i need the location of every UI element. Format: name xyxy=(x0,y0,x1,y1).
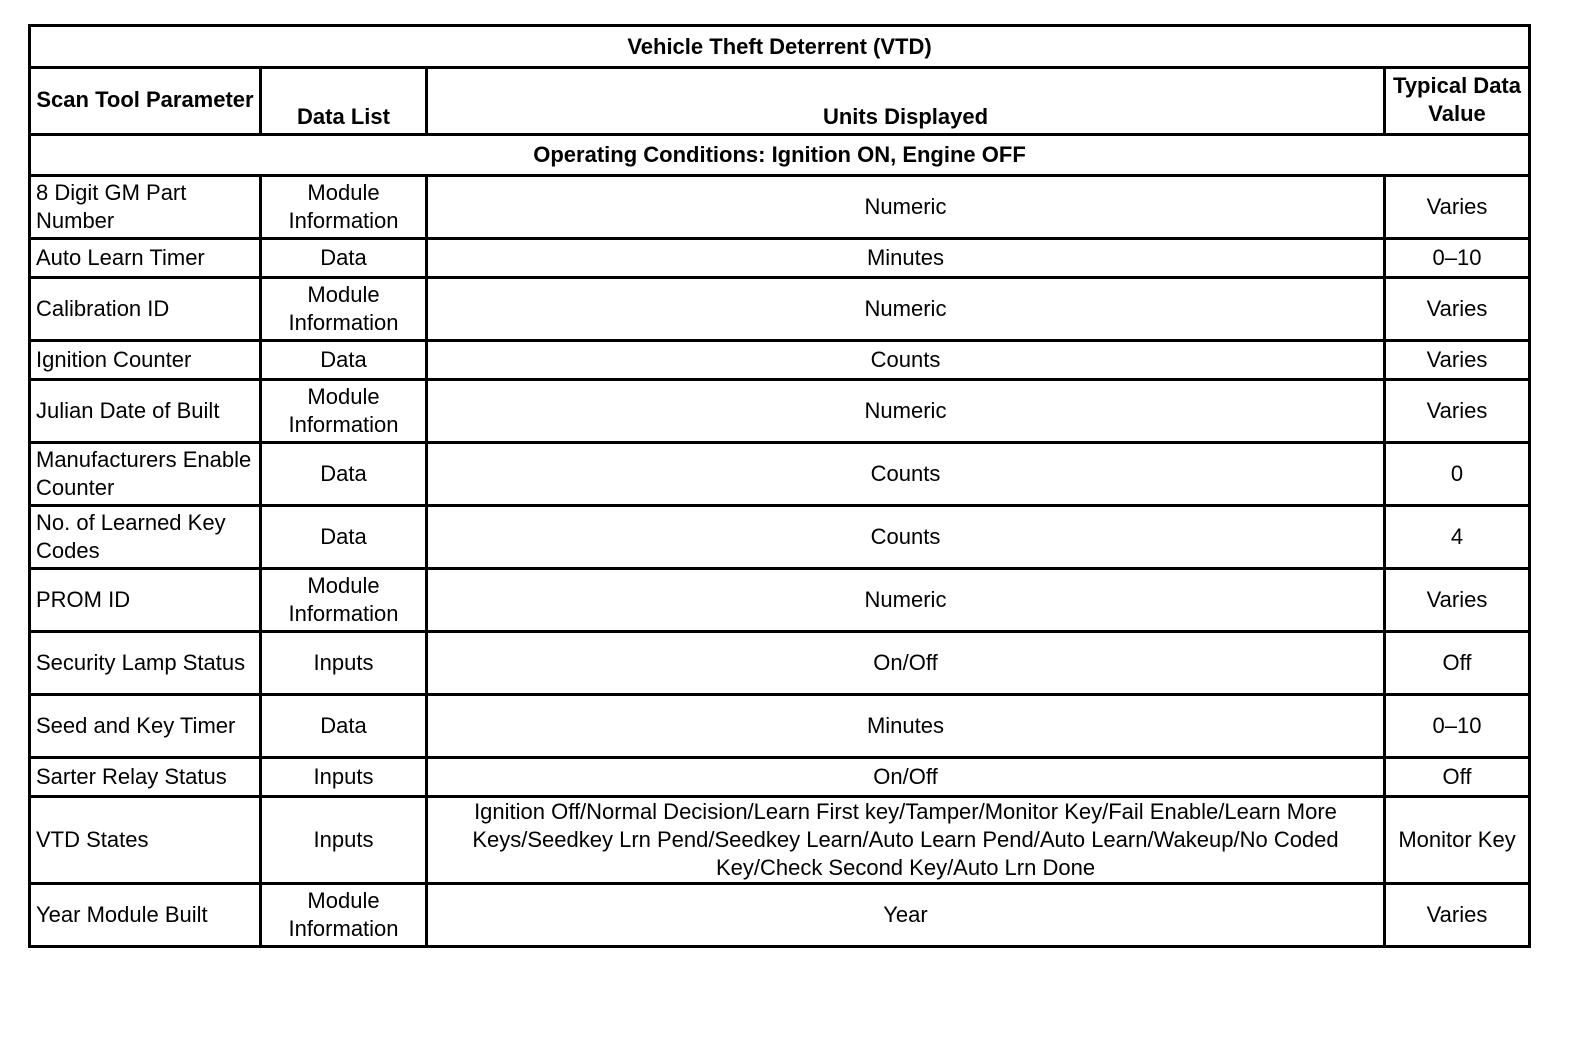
data-list-cell: Inputs xyxy=(261,758,427,797)
data-list-cell: Data xyxy=(261,506,427,569)
units-cell: Numeric xyxy=(427,569,1385,632)
typical-value-cell: Off xyxy=(1385,632,1530,695)
table-row xyxy=(30,884,1530,947)
data-list-cell: Data xyxy=(261,695,427,758)
param-cell: Security Lamp Status xyxy=(30,632,261,695)
table-row xyxy=(30,758,1530,797)
units-cell: Numeric xyxy=(427,380,1385,443)
typical-value-cell: 0–10 xyxy=(1385,239,1530,278)
param-cell: 8 Digit GM Part Number xyxy=(30,176,261,239)
header-units-displayed: Units Displayed xyxy=(427,68,1385,135)
units-cell: Counts xyxy=(427,443,1385,506)
param-cell: Manufacturers Enable Counter xyxy=(30,443,261,506)
typical-value-cell: Off xyxy=(1385,758,1530,797)
param-cell: No. of Learned Key Codes xyxy=(30,506,261,569)
typical-value-cell: 0–10 xyxy=(1385,695,1530,758)
table-row xyxy=(30,239,1530,278)
typical-value-cell: 4 xyxy=(1385,506,1530,569)
operating-conditions: Operating Conditions: Ignition ON, Engine OFF xyxy=(30,135,1530,176)
table-title-row xyxy=(30,26,1530,68)
table-row xyxy=(30,506,1530,569)
header-typical-data-value: Typical Data Value xyxy=(1385,68,1530,135)
units-cell: Counts xyxy=(427,341,1385,380)
units-cell: Numeric xyxy=(427,278,1385,341)
data-list-cell: Data xyxy=(261,239,427,278)
typical-value-cell: Monitor Key xyxy=(1385,797,1530,884)
units-cell: Ignition Off/Normal Decision/Learn First key/Tamper/Monitor Key/Fail Enable/Learn More Keys/Seedkey Lrn Pend/Seedkey Learn/Auto Learn Pend/Auto Learn/Wakeup/No Coded Key/Check Second Key/Auto Lrn Done xyxy=(427,797,1385,884)
data-list-cell: Module Information xyxy=(261,884,427,947)
data-list-cell: Data xyxy=(261,341,427,380)
data-list-cell: Module Information xyxy=(261,176,427,239)
param-cell: VTD States xyxy=(30,797,261,884)
units-cell: Year xyxy=(427,884,1385,947)
typical-value-cell: Varies xyxy=(1385,569,1530,632)
table-row xyxy=(30,278,1530,341)
header-scan-tool-parameter: Scan Tool Parameter xyxy=(30,68,261,135)
operating-conditions-row xyxy=(30,135,1530,176)
units-cell: Counts xyxy=(427,506,1385,569)
units-cell: Minutes xyxy=(427,695,1385,758)
param-cell: Seed and Key Timer xyxy=(30,695,261,758)
typical-value-cell: Varies xyxy=(1385,341,1530,380)
data-list-cell: Data xyxy=(261,443,427,506)
typical-value-cell: Varies xyxy=(1385,278,1530,341)
table-row xyxy=(30,695,1530,758)
typical-value-cell: Varies xyxy=(1385,176,1530,239)
param-cell: Julian Date of Built xyxy=(30,380,261,443)
table-row xyxy=(30,569,1530,632)
param-cell: PROM ID xyxy=(30,569,261,632)
data-list-cell: Module Information xyxy=(261,380,427,443)
data-list-cell: Inputs xyxy=(261,632,427,695)
table-title: Vehicle Theft Deterrent (VTD) xyxy=(30,26,1530,68)
data-list-cell: Module Information xyxy=(261,569,427,632)
typical-value-cell: Varies xyxy=(1385,884,1530,947)
param-cell: Calibration ID xyxy=(30,278,261,341)
units-cell: Numeric xyxy=(427,176,1385,239)
table-row xyxy=(30,443,1530,506)
param-cell: Ignition Counter xyxy=(30,341,261,380)
table-row xyxy=(30,341,1530,380)
table-row xyxy=(30,797,1530,884)
typical-value-cell: 0 xyxy=(1385,443,1530,506)
typical-value-cell: Varies xyxy=(1385,380,1530,443)
vtd-data-table xyxy=(28,24,1531,948)
param-cell: Sarter Relay Status xyxy=(30,758,261,797)
table-row xyxy=(30,380,1530,443)
param-cell: Year Module Built xyxy=(30,884,261,947)
table-row xyxy=(30,176,1530,239)
units-cell: On/Off xyxy=(427,758,1385,797)
table-header-row xyxy=(30,68,1530,135)
units-cell: On/Off xyxy=(427,632,1385,695)
table-row xyxy=(30,632,1530,695)
data-list-cell: Module Information xyxy=(261,278,427,341)
header-data-list: Data List xyxy=(261,68,427,135)
units-cell: Minutes xyxy=(427,239,1385,278)
param-cell: Auto Learn Timer xyxy=(30,239,261,278)
data-list-cell: Inputs xyxy=(261,797,427,884)
